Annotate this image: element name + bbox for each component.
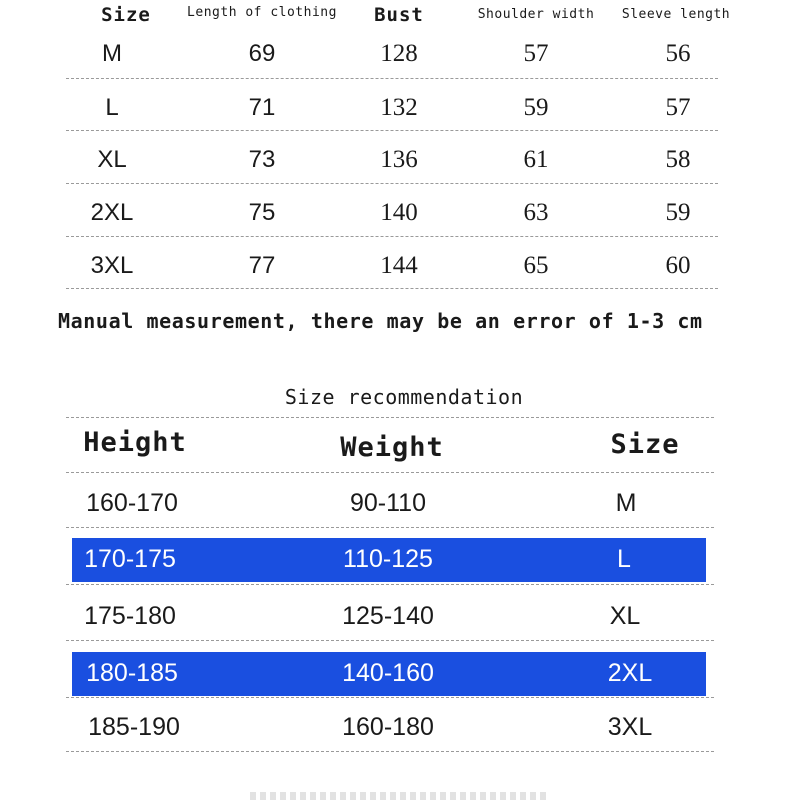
- sleeve-cell: 56: [665, 40, 691, 67]
- weight-cell: 140-160: [342, 659, 434, 687]
- row-divider: [66, 236, 718, 237]
- col-header-size: Size: [101, 4, 151, 26]
- size-cell: M: [102, 40, 122, 67]
- shoulder-cell: 59: [523, 94, 549, 121]
- col-header-size: Size: [610, 429, 680, 460]
- bust-cell: 128: [380, 40, 418, 67]
- size-cell: M: [615, 489, 637, 517]
- height-cell: 180-185: [86, 659, 178, 687]
- col-header-weight: Weight: [340, 432, 444, 463]
- size-cell: 2XL: [607, 659, 653, 687]
- sleeve-cell: 57: [665, 94, 691, 121]
- weight-cell: 160-180: [342, 713, 434, 741]
- recommendation-title: Size recommendation: [284, 385, 524, 409]
- size-cell: 2XL: [90, 199, 134, 226]
- height-cell: 160-170: [86, 489, 178, 517]
- col-header-length: Length of clothing: [187, 5, 337, 20]
- size-cell: L: [617, 545, 631, 573]
- length-cell: 71: [248, 94, 276, 121]
- highlighted-row: [72, 538, 706, 582]
- measurement-note: Manual measurement, there may be an error of 1-3 cm: [58, 309, 703, 333]
- row-divider: [66, 472, 714, 473]
- size-cell: 3XL: [90, 252, 134, 279]
- row-divider: [66, 130, 718, 131]
- row-divider: [66, 640, 714, 641]
- row-divider: [66, 288, 718, 289]
- sleeve-cell: 58: [665, 146, 691, 173]
- bust-cell: 136: [380, 146, 418, 173]
- sleeve-cell: 59: [665, 199, 691, 226]
- sleeve-cell: 60: [665, 252, 691, 279]
- weight-cell: 110-125: [343, 545, 433, 573]
- size-cell: L: [105, 94, 119, 121]
- shoulder-cell: 65: [523, 252, 549, 279]
- height-cell: 175-180: [84, 602, 176, 630]
- length-cell: 69: [248, 40, 276, 67]
- row-divider: [66, 527, 714, 528]
- bust-cell: 140: [380, 199, 418, 226]
- bust-cell: 132: [380, 94, 418, 121]
- size-cell: XL: [609, 602, 641, 630]
- size-cell: XL: [97, 146, 127, 173]
- row-divider: [66, 183, 718, 184]
- row-divider: [66, 697, 714, 698]
- shoulder-cell: 61: [523, 146, 549, 173]
- col-header-height: Height: [83, 427, 187, 458]
- height-cell: 185-190: [88, 713, 180, 741]
- row-divider: [66, 417, 714, 418]
- shoulder-cell: 57: [523, 40, 549, 67]
- highlighted-row: [72, 652, 706, 696]
- length-cell: 77: [248, 252, 276, 279]
- cut-off-text-fragment: [250, 792, 550, 800]
- col-header-sleeve: Sleeve length: [621, 7, 731, 22]
- shoulder-cell: 63: [523, 199, 549, 226]
- col-header-shoulder: Shoulder width: [477, 7, 595, 22]
- length-cell: 75: [248, 199, 276, 226]
- row-divider: [66, 751, 714, 752]
- height-cell: 170-175: [84, 545, 176, 573]
- row-divider: [66, 78, 718, 79]
- length-cell: 73: [248, 146, 276, 173]
- weight-cell: 90-110: [350, 489, 426, 517]
- size-cell: 3XL: [607, 713, 653, 741]
- weight-cell: 125-140: [342, 602, 434, 630]
- row-divider: [66, 584, 714, 585]
- bust-cell: 144: [380, 252, 418, 279]
- col-header-bust: Bust: [374, 4, 424, 26]
